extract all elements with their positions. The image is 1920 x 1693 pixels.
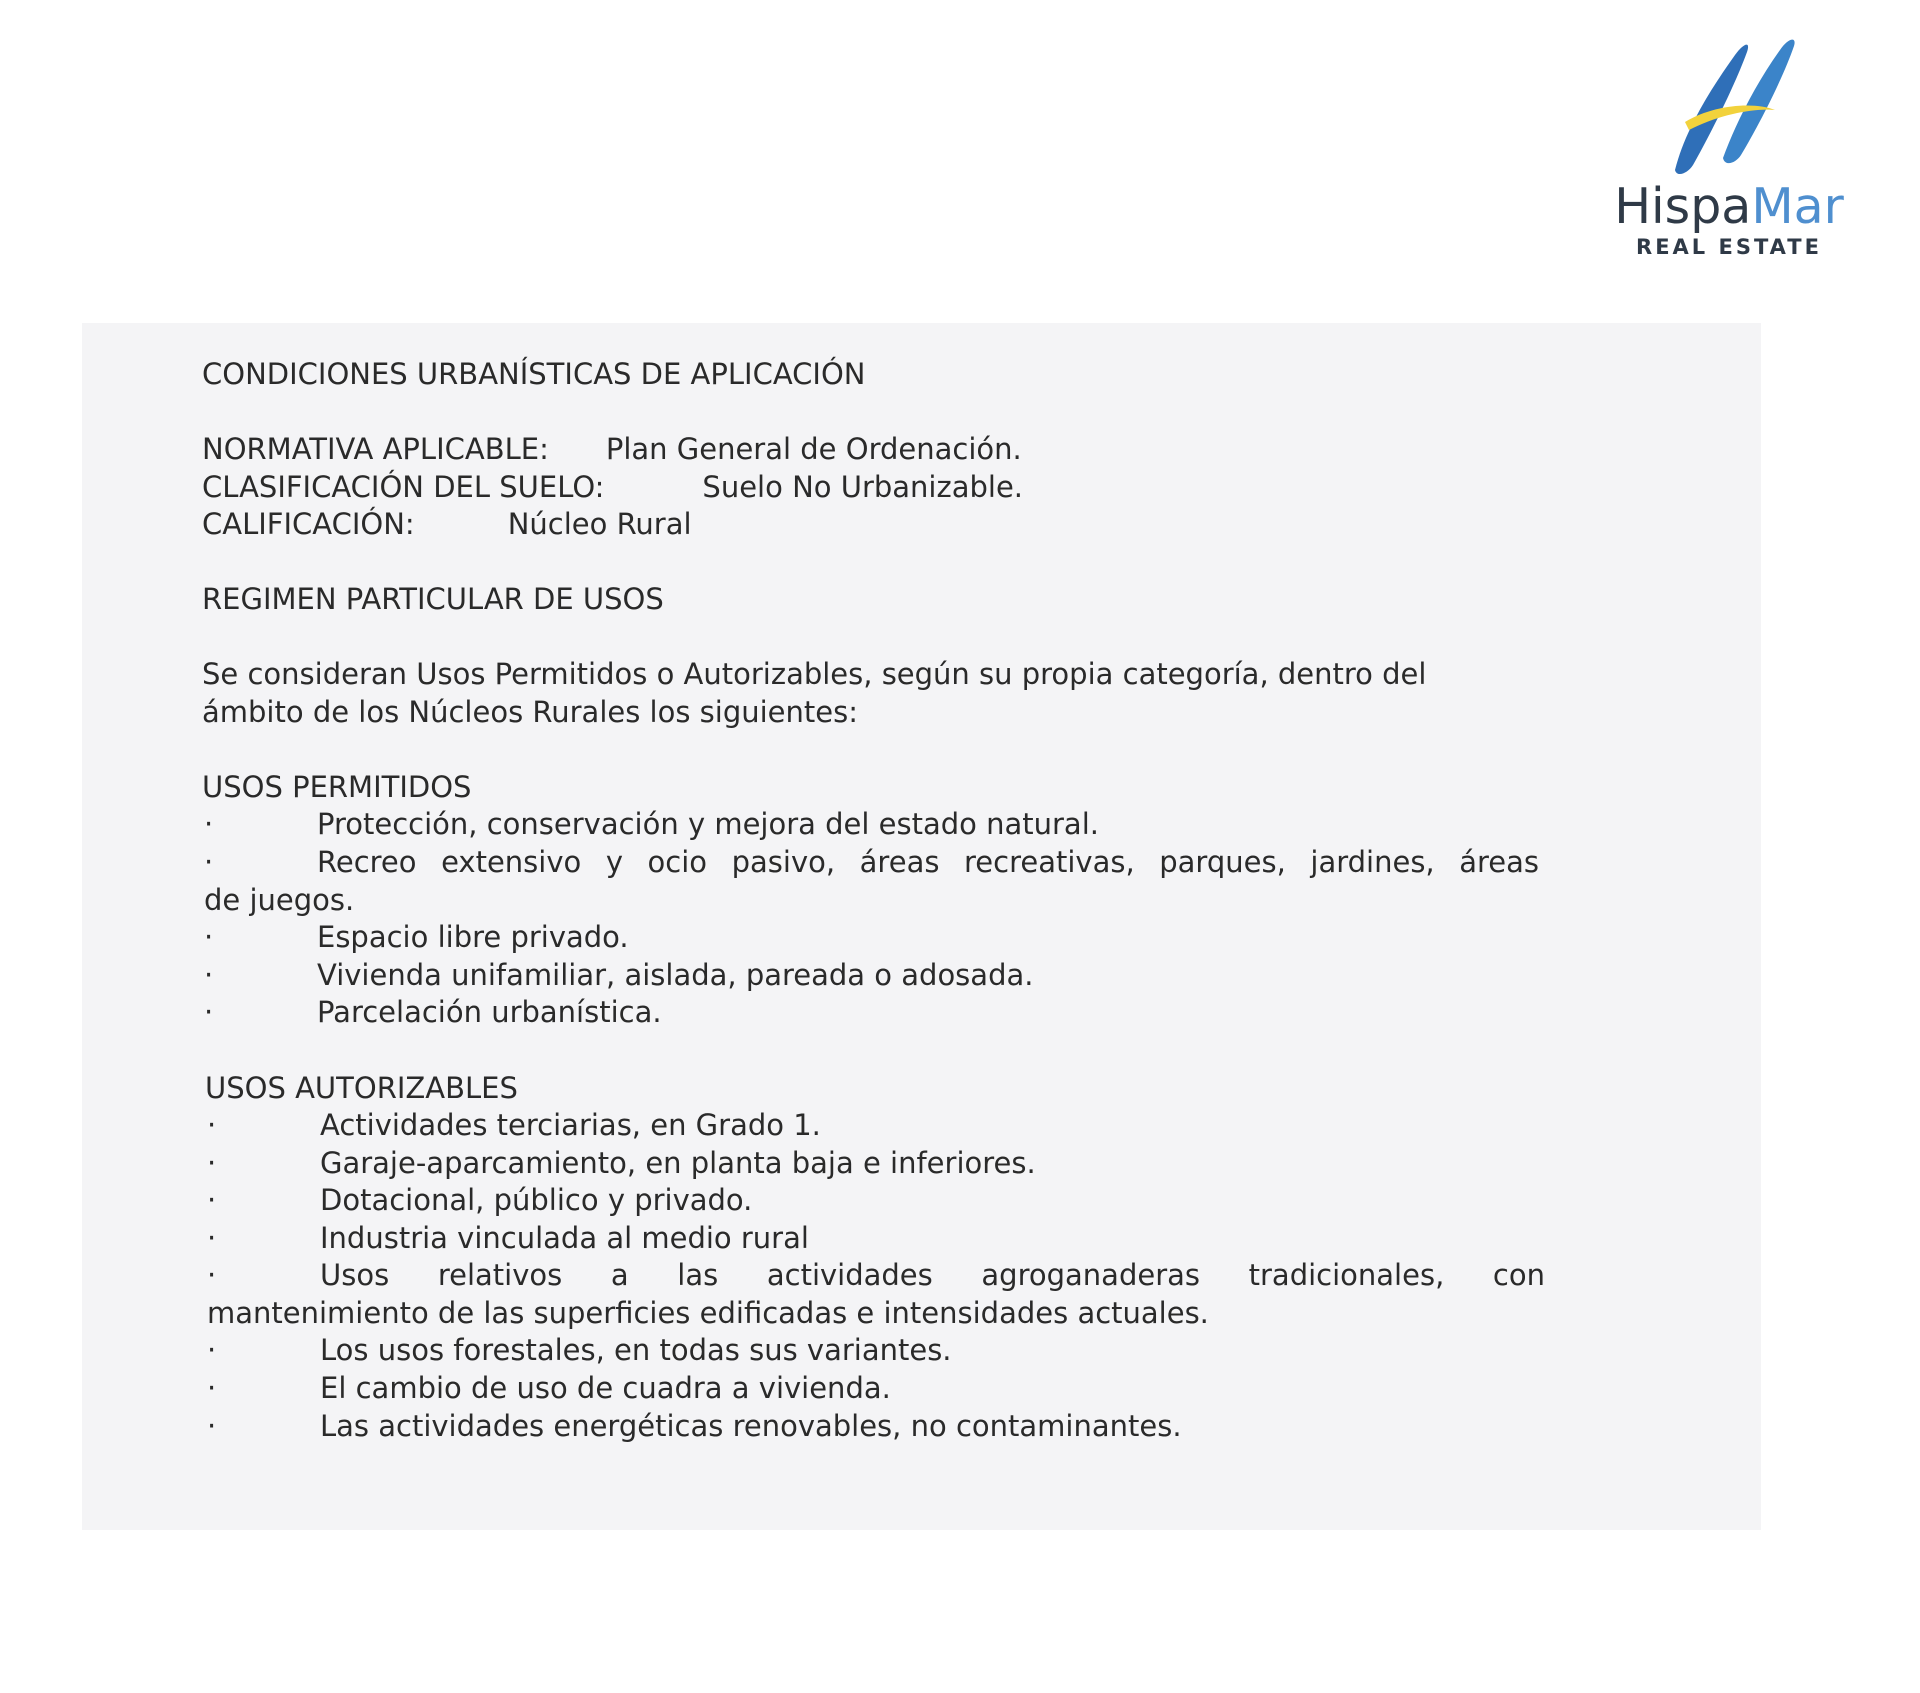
intro-line-2: ámbito de los Núcleos Rurales los siguientes: (202, 695, 858, 729)
list-item-text: Las actividades energéticas renovables, no contaminantes. (320, 1409, 1182, 1443)
document-title: CONDICIONES URBANÍSTICAS DE APLICACIÓN (202, 357, 866, 391)
usos-permitidos-heading: USOS PERMITIDOS (202, 770, 472, 804)
logo-wordmark (1614, 178, 1844, 235)
list-item-text: Garaje-aparcamiento, en planta baja e inferiores. (320, 1146, 1036, 1180)
bullet: · (207, 1258, 217, 1292)
bullet: · (207, 1221, 217, 1255)
bullet: · (204, 920, 214, 954)
list-item-text: Espacio libre privado. (317, 920, 629, 954)
list-item-text: Protección, conservación y mejora del estado natural. (317, 807, 1099, 841)
field-normativa (202, 430, 1022, 468)
bullet: · (207, 1409, 217, 1443)
document-body (82, 323, 1761, 1530)
scanned-document-page (82, 323, 1761, 1530)
list-item-text: Dotacional, público y privado. (320, 1183, 753, 1217)
field-label: CLASIFICACIÓN DEL SUELO: (202, 470, 605, 504)
bullet: · (204, 845, 214, 879)
bullet: · (204, 995, 214, 1029)
bullet: · (207, 1146, 217, 1180)
list-item-text: Usos relativos a las actividades agroganaderas tradicionales, con (320, 1258, 1545, 1292)
list-item-text: El cambio de uso de cuadra a vivienda. (320, 1371, 891, 1405)
list-item-text: Actividades terciarias, en Grado 1. (320, 1108, 821, 1142)
list-item-text: Vivienda unifamiliar, aislada, pareada o adosada. (317, 958, 1034, 992)
field-value: Núcleo Rural (507, 507, 692, 541)
usos-autorizables-heading: USOS AUTORIZABLES (205, 1071, 518, 1105)
field-label: CALIFICACIÓN: (202, 507, 415, 541)
logo-subtitle: REAL ESTATE (1636, 235, 1822, 259)
list-item-text: Recreo extensivo y ocio pasivo, áreas recreativas, parques, jardines, áreas (317, 845, 1539, 879)
list-item-continuation: de juegos. (204, 883, 355, 917)
bullet: · (204, 958, 214, 992)
company-logo (1600, 30, 1860, 270)
bullet: · (207, 1108, 217, 1142)
bullet: · (207, 1333, 217, 1367)
list-item-continuation: mantenimiento de las superficies edificadas e intensidades actuales. (207, 1296, 1209, 1330)
regimen-heading: REGIMEN PARTICULAR DE USOS (202, 582, 664, 616)
field-value: Plan General de Ordenación. (605, 432, 1022, 466)
list-item-text: Industria vinculada al medio rural (320, 1221, 809, 1255)
field-clasificacion (202, 468, 1023, 506)
list-item-text: Los usos forestales, en todas sus variantes. (320, 1333, 952, 1367)
bullet: · (207, 1371, 217, 1405)
logo-name-mar: Mar (1751, 178, 1844, 235)
bullet: · (207, 1183, 217, 1217)
intro-line-1: Se consideran Usos Permitidos o Autorizables, según su propia categoría, dentro del (202, 657, 1427, 691)
field-value: Suelo No Urbanizable. (702, 470, 1024, 504)
field-calificacion (202, 505, 692, 543)
logo-name-hispa: Hispa (1614, 178, 1752, 235)
hispamar-h-logo-icon (1655, 30, 1805, 180)
field-label: NORMATIVA APLICABLE: (202, 432, 549, 466)
list-item-text: Parcelación urbanística. (317, 995, 662, 1029)
bullet: · (204, 807, 214, 841)
